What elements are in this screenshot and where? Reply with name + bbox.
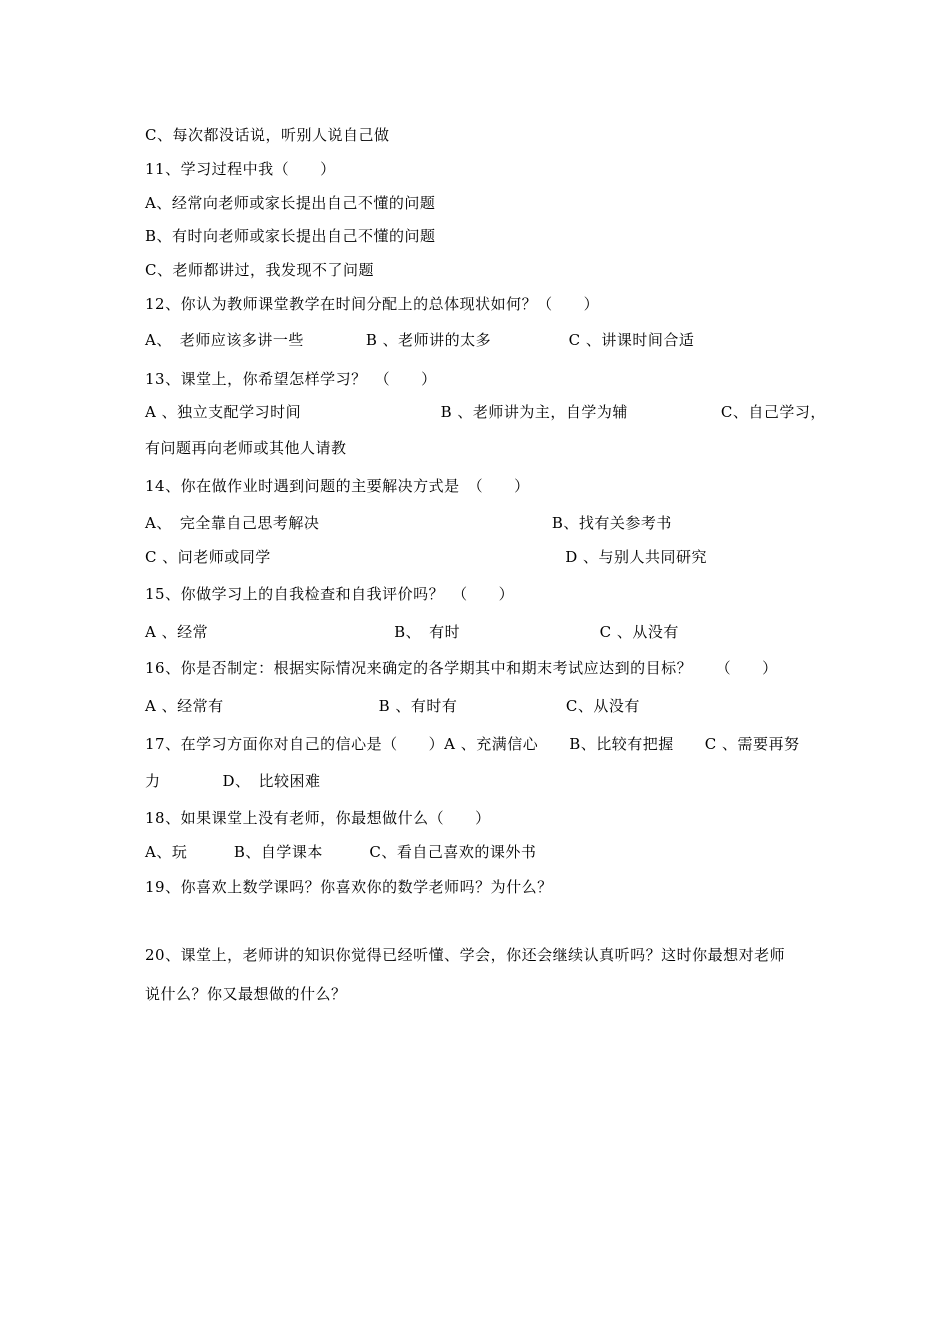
q12-question: 12、你认为教师课堂教学在时间分配上的总体现状如何？（ ） [145,295,600,313]
q17-continued: 力 D、 比较困难 [145,772,321,790]
q14-options-ab: A、 完全靠自己思考解决 B、找有关参考书 [145,514,672,532]
q11-option-c: C、老师都讲过，我发现不了问题 [145,261,374,279]
q10-option-c: C、每次都没话说，听别人说自己做 [145,126,390,144]
q20-question: 20、课堂上，老师讲的知识你觉得已经听懂、学会，你还会继续认真听吗？这时你最想对老师 [145,946,786,964]
q18-options: A、玩 B、自学课本 C、看自己喜欢的课外书 [145,843,537,861]
q20-continued: 说什么？你又最想做的什么？ [145,985,347,1003]
q16-question: 16、你是否制定：根据实际情况来确定的各学期其中和期末考试应达到的目标？ （ ） [145,659,778,677]
q11-question: 11、学习过程中我（ ） [145,160,336,178]
q19-question: 19、你喜欢上数学课吗？你喜欢你的数学老师吗？为什么？ [145,878,553,896]
q13-options-continued: 有问题再向老师或其他人请教 [145,439,347,457]
q14-question: 14、你在做作业时遇到问题的主要解决方式是 （ ） [145,477,530,495]
q13-options: A 、独立支配学习时间 B 、老师讲为主，自学为辅 C、自己学习， [145,403,826,421]
q18-question: 18、如果课堂上没有老师，你最想做什么（ ） [145,809,491,827]
q11-option-b: B、有时向老师或家长提出自己不懂的问题 [145,227,436,245]
q16-options: A 、经常有 B 、有时有 C、从没有 [145,697,640,715]
q15-question: 15、你做学习上的自我检查和自我评价吗？ （ ） [145,585,515,603]
q12-options: A、 老师应该多讲一些 B 、老师讲的太多 C 、讲课时间合适 [145,331,695,349]
q13-question: 13、课堂上，你希望怎样学习？ （ ） [145,370,437,388]
q17-question: 17、在学习方面你对自己的信心是（ ）A 、充满信心 B、比较有把握 C 、需要再努 [145,735,800,753]
q15-options: A 、经常 B、 有时 C 、从没有 [145,623,679,641]
q11-option-a: A、经常向老师或家长提出自己不懂的问题 [145,194,436,212]
q14-options-cd: C 、问老师或同学 D 、与别人共同研究 [145,548,708,566]
